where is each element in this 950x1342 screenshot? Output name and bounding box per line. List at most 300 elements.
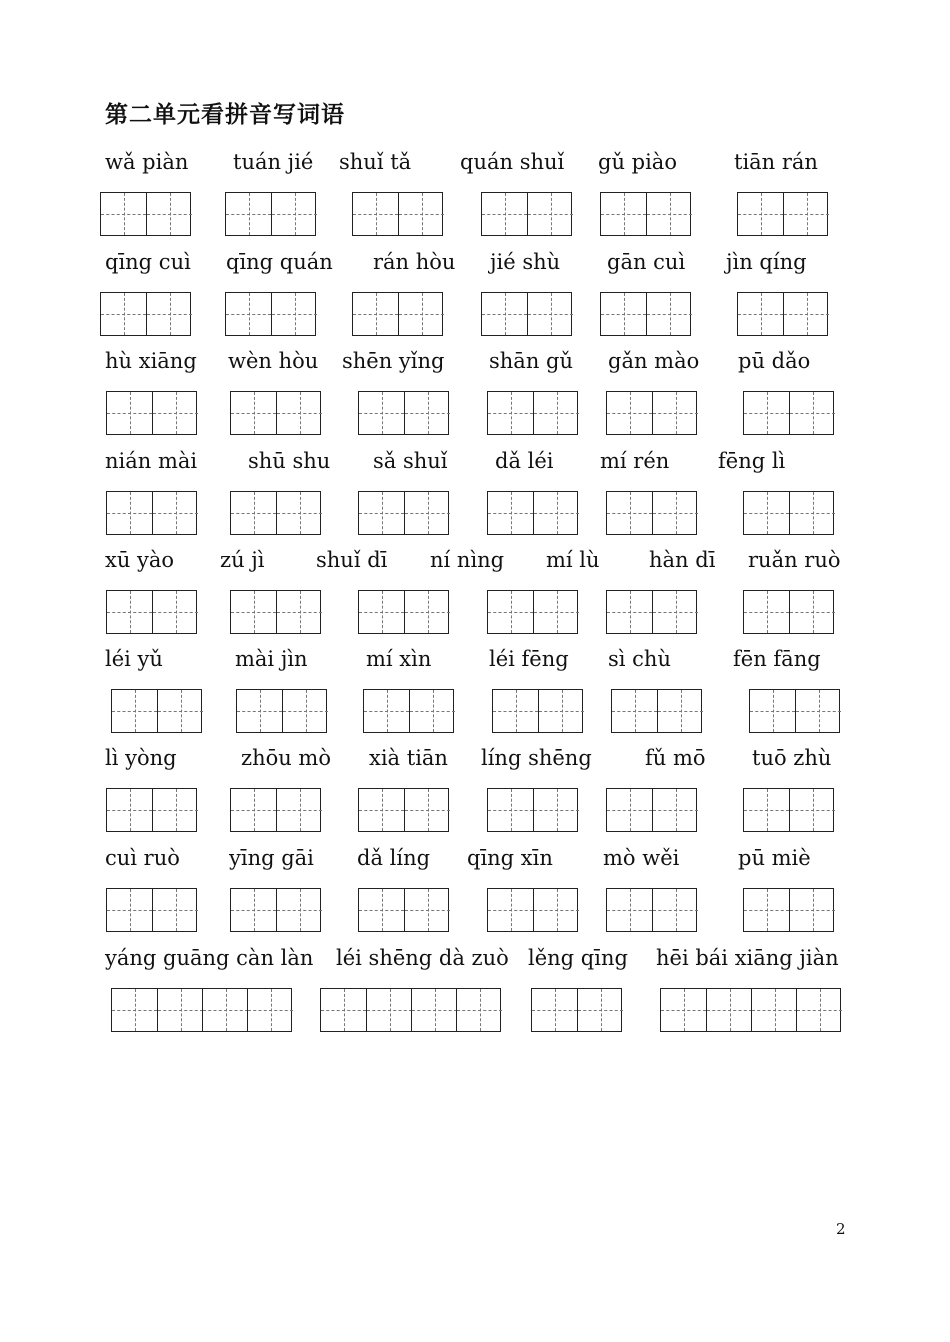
grid-guide-vertical: [382, 392, 383, 434]
grid-cell[interactable]: [202, 989, 248, 1031]
pinyin-label: fǔ mō: [645, 746, 706, 770]
grid-cell[interactable]: [231, 889, 276, 931]
writing-grid[interactable]: [111, 988, 292, 1032]
grid-guide-vertical: [505, 293, 506, 335]
grid-cell[interactable]: [404, 492, 450, 534]
pinyin-label: shān gǔ: [489, 349, 573, 373]
pinyin-label: lěng qīng: [528, 946, 628, 970]
grid-guide-vertical: [170, 293, 171, 335]
grid-guide-vertical: [254, 392, 255, 434]
grid-guide-vertical: [730, 989, 731, 1031]
writing-grid[interactable]: [743, 788, 834, 832]
grid-guide-vertical: [135, 989, 136, 1031]
grid-guide-vertical: [557, 889, 558, 931]
writing-grid[interactable]: [225, 292, 316, 336]
grid-guide-vertical: [135, 690, 136, 732]
grid-guide-vertical: [820, 989, 821, 1031]
pinyin-label: jié shù: [490, 250, 561, 274]
grid-guide-vertical: [505, 193, 506, 235]
grid-cell[interactable]: [359, 392, 404, 434]
writing-grid[interactable]: [481, 292, 572, 336]
grid-cell[interactable]: [276, 591, 322, 633]
grid-cell[interactable]: [146, 293, 192, 335]
grid-cell[interactable]: [751, 989, 797, 1031]
writing-grid[interactable]: [606, 788, 697, 832]
grid-cell[interactable]: [527, 293, 573, 335]
grid-cell[interactable]: [533, 492, 579, 534]
pinyin-label: dǎ léi: [495, 449, 554, 473]
grid-guide-vertical: [170, 193, 171, 235]
pinyin-label: tuán jié: [233, 150, 314, 174]
grid-cell[interactable]: [601, 293, 646, 335]
grid-cell[interactable]: [601, 193, 646, 235]
writing-grid[interactable]: [487, 491, 578, 535]
grid-cell[interactable]: [359, 889, 404, 931]
grid-cell[interactable]: [231, 392, 276, 434]
grid-cell[interactable]: [107, 591, 152, 633]
writing-grid[interactable]: [106, 491, 197, 535]
pinyin-label: yáng guāng càn làn: [105, 946, 314, 970]
pinyin-label: pū miè: [738, 846, 811, 870]
grid-cell[interactable]: [533, 591, 579, 633]
grid-guide-vertical: [624, 193, 625, 235]
grid-guide-vertical: [767, 591, 768, 633]
grid-cell[interactable]: [488, 492, 533, 534]
pinyin-label: mài jìn: [235, 647, 308, 671]
grid-guide-vertical: [254, 789, 255, 831]
grid-guide-vertical: [382, 591, 383, 633]
grid-cell[interactable]: [146, 193, 192, 235]
grid-cell[interactable]: [411, 989, 457, 1031]
writing-grid[interactable]: [352, 192, 443, 236]
grid-cell[interactable]: [271, 293, 317, 335]
grid-guide-vertical: [428, 789, 429, 831]
grid-guide-vertical: [422, 193, 423, 235]
grid-cell[interactable]: [795, 690, 841, 732]
pinyin-label: wèn hòu: [228, 349, 319, 373]
grid-guide-vertical: [630, 789, 631, 831]
grid-cell[interactable]: [744, 591, 789, 633]
grid-guide-vertical: [433, 690, 434, 732]
pinyin-label: ruǎn ruò: [748, 548, 841, 572]
grid-cell[interactable]: [247, 989, 293, 1031]
grid-cell[interactable]: [398, 293, 444, 335]
pinyin-label: qīng cuì: [105, 250, 191, 274]
pinyin-label: gǔ piào: [598, 150, 677, 174]
grid-guide-vertical: [767, 392, 768, 434]
writing-grid[interactable]: [358, 590, 449, 634]
writing-grid[interactable]: [743, 590, 834, 634]
grid-cell[interactable]: [612, 690, 657, 732]
grid-guide-vertical: [181, 690, 182, 732]
pinyin-label: yīng gāi: [229, 846, 314, 870]
pinyin-label: tuō zhù: [752, 746, 832, 770]
pinyin-label: fēng lì: [718, 449, 786, 473]
page-title: 第二单元看拼音写词语: [105, 102, 345, 128]
pinyin-label: sì chù: [608, 647, 671, 671]
grid-cell[interactable]: [112, 989, 157, 1031]
grid-guide-vertical: [767, 492, 768, 534]
grid-guide-vertical: [551, 193, 552, 235]
pinyin-label: quán shuǐ: [460, 150, 565, 174]
writing-grid[interactable]: [100, 292, 191, 336]
grid-guide-vertical: [511, 392, 512, 434]
grid-guide-vertical: [382, 789, 383, 831]
grid-cell[interactable]: [652, 889, 698, 931]
grid-guide-vertical: [271, 989, 272, 1031]
grid-guide-vertical: [773, 690, 774, 732]
grid-cell[interactable]: [488, 591, 533, 633]
grid-cell[interactable]: [101, 293, 146, 335]
pinyin-label: mò wěi: [603, 846, 680, 870]
grid-guide-vertical: [130, 789, 131, 831]
grid-guide-vertical: [624, 293, 625, 335]
writing-grid[interactable]: [225, 192, 316, 236]
grid-guide-vertical: [254, 889, 255, 931]
grid-cell[interactable]: [652, 392, 698, 434]
grid-cell[interactable]: [533, 789, 579, 831]
writing-grid[interactable]: [487, 888, 578, 932]
grid-cell[interactable]: [353, 193, 398, 235]
grid-cell[interactable]: [646, 293, 692, 335]
grid-cell[interactable]: [744, 889, 789, 931]
writing-grid[interactable]: [230, 590, 321, 634]
writing-grid[interactable]: [487, 788, 578, 832]
grid-cell[interactable]: [783, 293, 829, 335]
grid-guide-vertical: [557, 789, 558, 831]
writing-grid[interactable]: [106, 788, 197, 832]
pinyin-label: shēn yǐng: [342, 349, 445, 373]
pinyin-label: tiān rán: [734, 150, 818, 174]
grid-guide-vertical: [775, 989, 776, 1031]
writing-grid[interactable]: [230, 391, 321, 435]
grid-guide-vertical: [390, 989, 391, 1031]
grid-cell[interactable]: [152, 889, 198, 931]
pinyin-label: rán hòu: [373, 250, 456, 274]
grid-cell[interactable]: [359, 789, 404, 831]
writing-grid[interactable]: [660, 988, 841, 1032]
pinyin-label: xū yào: [105, 548, 175, 572]
grid-guide-vertical: [630, 492, 631, 534]
grid-cell[interactable]: [652, 789, 698, 831]
grid-cell[interactable]: [152, 492, 198, 534]
grid-cell[interactable]: [271, 193, 317, 235]
grid-cell[interactable]: [152, 591, 198, 633]
grid-guide-vertical: [676, 492, 677, 534]
grid-guide-vertical: [300, 591, 301, 633]
grid-cell[interactable]: [527, 193, 573, 235]
grid-cell[interactable]: [706, 989, 752, 1031]
writing-grid[interactable]: [358, 788, 449, 832]
writing-grid[interactable]: [106, 391, 197, 435]
grid-guide-vertical: [428, 889, 429, 931]
grid-guide-vertical: [428, 392, 429, 434]
grid-cell[interactable]: [364, 690, 409, 732]
grid-cell[interactable]: [488, 789, 533, 831]
grid-guide-vertical: [767, 789, 768, 831]
writing-grid[interactable]: [363, 689, 454, 733]
grid-guide-vertical: [300, 392, 301, 434]
writing-grid[interactable]: [320, 988, 501, 1032]
grid-cell[interactable]: [738, 193, 783, 235]
grid-cell[interactable]: [152, 789, 198, 831]
grid-guide-vertical: [511, 889, 512, 931]
grid-cell[interactable]: [366, 989, 412, 1031]
grid-cell[interactable]: [101, 193, 146, 235]
grid-guide-vertical: [511, 789, 512, 831]
grid-guide-vertical: [249, 193, 250, 235]
grid-cell[interactable]: [409, 690, 455, 732]
pinyin-label: sǎ shuǐ: [373, 449, 448, 473]
grid-cell[interactable]: [652, 591, 698, 633]
grid-guide-vertical: [300, 789, 301, 831]
grid-cell[interactable]: [744, 392, 789, 434]
grid-guide-vertical: [551, 293, 552, 335]
grid-guide-vertical: [435, 989, 436, 1031]
grid-cell[interactable]: [607, 492, 652, 534]
grid-guide-vertical: [130, 889, 131, 931]
grid-guide-vertical: [813, 492, 814, 534]
grid-cell[interactable]: [231, 492, 276, 534]
writing-grid[interactable]: [606, 590, 697, 634]
grid-cell[interactable]: [607, 591, 652, 633]
grid-cell[interactable]: [398, 193, 444, 235]
grid-guide-vertical: [555, 989, 556, 1031]
writing-grid[interactable]: [606, 491, 697, 535]
grid-cell[interactable]: [533, 392, 579, 434]
grid-guide-vertical: [676, 591, 677, 633]
grid-guide-vertical: [295, 293, 296, 335]
grid-cell[interactable]: [796, 989, 842, 1031]
pinyin-label: pū dǎo: [738, 349, 811, 373]
grid-cell[interactable]: [607, 789, 652, 831]
grid-guide-vertical: [376, 293, 377, 335]
writing-grid[interactable]: [358, 491, 449, 535]
writing-grid[interactable]: [106, 590, 197, 634]
grid-cell[interactable]: [276, 492, 322, 534]
grid-guide-vertical: [176, 889, 177, 931]
writing-grid[interactable]: [606, 888, 697, 932]
writing-grid[interactable]: [737, 292, 828, 336]
pinyin-label: ní nìng: [430, 548, 505, 572]
grid-cell[interactable]: [577, 989, 623, 1031]
pinyin-label: shū shu: [248, 449, 331, 473]
grid-guide-vertical: [807, 193, 808, 235]
grid-guide-vertical: [635, 690, 636, 732]
grid-cell[interactable]: [157, 989, 203, 1031]
grid-guide-vertical: [422, 293, 423, 335]
pinyin-label: dǎ líng: [357, 846, 431, 870]
pinyin-label: hù xiāng: [105, 349, 197, 373]
grid-cell[interactable]: [607, 392, 652, 434]
grid-guide-vertical: [176, 789, 177, 831]
grid-cell[interactable]: [321, 989, 366, 1031]
grid-cell[interactable]: [789, 492, 835, 534]
grid-guide-vertical: [562, 690, 563, 732]
grid-guide-vertical: [300, 492, 301, 534]
grid-cell[interactable]: [107, 492, 152, 534]
grid-cell[interactable]: [282, 690, 328, 732]
grid-cell[interactable]: [359, 492, 404, 534]
grid-guide-vertical: [511, 591, 512, 633]
writing-grid[interactable]: [230, 491, 321, 535]
grid-guide-vertical: [557, 392, 558, 434]
writing-grid[interactable]: [749, 689, 840, 733]
pinyin-label: léi fēng: [489, 647, 569, 671]
grid-cell[interactable]: [750, 690, 795, 732]
grid-cell[interactable]: [107, 889, 152, 931]
pinyin-label: shuǐ dī: [316, 548, 388, 572]
grid-guide-vertical: [601, 989, 602, 1031]
grid-cell[interactable]: [157, 690, 203, 732]
pinyin-label: mí rén: [600, 449, 670, 473]
grid-cell[interactable]: [532, 989, 577, 1031]
grid-guide-vertical: [226, 989, 227, 1031]
writing-grid[interactable]: [743, 491, 834, 535]
pinyin-label: lì yòng: [105, 746, 177, 770]
grid-guide-vertical: [260, 690, 261, 732]
grid-guide-vertical: [428, 591, 429, 633]
grid-guide-vertical: [630, 889, 631, 931]
grid-cell[interactable]: [226, 293, 271, 335]
writing-grid[interactable]: [111, 689, 202, 733]
grid-cell[interactable]: [107, 789, 152, 831]
grid-cell[interactable]: [488, 392, 533, 434]
writing-grid[interactable]: [606, 391, 697, 435]
pinyin-label: mí xìn: [366, 647, 432, 671]
grid-guide-vertical: [124, 293, 125, 335]
writing-grid[interactable]: [236, 689, 327, 733]
page-number: 2: [836, 1220, 846, 1238]
grid-guide-vertical: [557, 591, 558, 633]
pinyin-label: gān cuì: [607, 250, 686, 274]
grid-cell[interactable]: [404, 889, 450, 931]
grid-guide-vertical: [480, 989, 481, 1031]
grid-cell[interactable]: [231, 591, 276, 633]
writing-grid[interactable]: [492, 689, 583, 733]
grid-guide-vertical: [819, 690, 820, 732]
writing-grid[interactable]: [358, 888, 449, 932]
grid-cell[interactable]: [607, 889, 652, 931]
grid-cell[interactable]: [276, 889, 322, 931]
writing-grid[interactable]: [531, 988, 622, 1032]
pinyin-label: gǎn mào: [608, 349, 700, 373]
grid-guide-vertical: [254, 492, 255, 534]
grid-guide-vertical: [670, 293, 671, 335]
grid-guide-vertical: [676, 889, 677, 931]
grid-cell[interactable]: [789, 789, 835, 831]
grid-cell[interactable]: [237, 690, 282, 732]
grid-cell[interactable]: [231, 789, 276, 831]
pinyin-label: shuǐ tǎ: [339, 150, 412, 174]
grid-guide-vertical: [670, 193, 671, 235]
grid-guide-vertical: [676, 789, 677, 831]
writing-grid[interactable]: [737, 192, 828, 236]
grid-guide-vertical: [676, 392, 677, 434]
writing-grid[interactable]: [600, 292, 691, 336]
grid-guide-vertical: [306, 690, 307, 732]
grid-cell[interactable]: [488, 889, 533, 931]
writing-grid[interactable]: [352, 292, 443, 336]
pinyin-label: hàn dī: [649, 548, 716, 572]
grid-cell[interactable]: [538, 690, 584, 732]
writing-grid[interactable]: [106, 888, 197, 932]
grid-cell[interactable]: [657, 690, 703, 732]
grid-guide-vertical: [124, 193, 125, 235]
grid-guide-vertical: [684, 989, 685, 1031]
grid-guide-vertical: [387, 690, 388, 732]
grid-guide-vertical: [382, 492, 383, 534]
pinyin-label: wǎ piàn: [105, 150, 189, 174]
writing-grid[interactable]: [487, 590, 578, 634]
pinyin-label: xià tiān: [369, 746, 448, 770]
grid-cell[interactable]: [789, 392, 835, 434]
pinyin-label: zhōu mò: [241, 746, 331, 770]
grid-cell[interactable]: [783, 193, 829, 235]
grid-cell[interactable]: [744, 789, 789, 831]
grid-cell[interactable]: [359, 591, 404, 633]
grid-cell[interactable]: [482, 193, 527, 235]
grid-cell[interactable]: [107, 392, 152, 434]
grid-cell[interactable]: [789, 591, 835, 633]
pinyin-label: fēn fāng: [733, 647, 821, 671]
grid-guide-vertical: [557, 492, 558, 534]
grid-guide-vertical: [254, 591, 255, 633]
grid-guide-vertical: [813, 591, 814, 633]
grid-guide-vertical: [130, 591, 131, 633]
writing-grid[interactable]: [230, 788, 321, 832]
grid-guide-vertical: [295, 193, 296, 235]
writing-grid[interactable]: [230, 888, 321, 932]
grid-cell[interactable]: [493, 690, 538, 732]
writing-grid[interactable]: [100, 192, 191, 236]
grid-cell[interactable]: [353, 293, 398, 335]
grid-guide-vertical: [176, 492, 177, 534]
grid-cell[interactable]: [404, 392, 450, 434]
grid-guide-vertical: [516, 690, 517, 732]
grid-cell[interactable]: [789, 889, 835, 931]
grid-cell[interactable]: [744, 492, 789, 534]
grid-guide-vertical: [382, 889, 383, 931]
grid-cell[interactable]: [276, 789, 322, 831]
grid-cell[interactable]: [456, 989, 502, 1031]
writing-grid[interactable]: [487, 391, 578, 435]
pinyin-label: qīng quán: [226, 250, 333, 274]
pinyin-label: cuì ruò: [105, 846, 180, 870]
writing-grid[interactable]: [358, 391, 449, 435]
grid-guide-vertical: [761, 193, 762, 235]
grid-cell[interactable]: [652, 492, 698, 534]
grid-cell[interactable]: [404, 789, 450, 831]
writing-grid[interactable]: [743, 391, 834, 435]
grid-cell[interactable]: [738, 293, 783, 335]
grid-cell[interactable]: [152, 392, 198, 434]
writing-grid[interactable]: [600, 192, 691, 236]
grid-cell[interactable]: [533, 889, 579, 931]
grid-cell[interactable]: [482, 293, 527, 335]
grid-guide-vertical: [249, 293, 250, 335]
grid-cell[interactable]: [404, 591, 450, 633]
writing-grid[interactable]: [481, 192, 572, 236]
grid-cell[interactable]: [112, 690, 157, 732]
grid-cell[interactable]: [226, 193, 271, 235]
writing-grid[interactable]: [611, 689, 702, 733]
grid-guide-vertical: [761, 293, 762, 335]
grid-cell[interactable]: [661, 989, 706, 1031]
grid-cell[interactable]: [276, 392, 322, 434]
grid-cell[interactable]: [646, 193, 692, 235]
writing-grid[interactable]: [743, 888, 834, 932]
